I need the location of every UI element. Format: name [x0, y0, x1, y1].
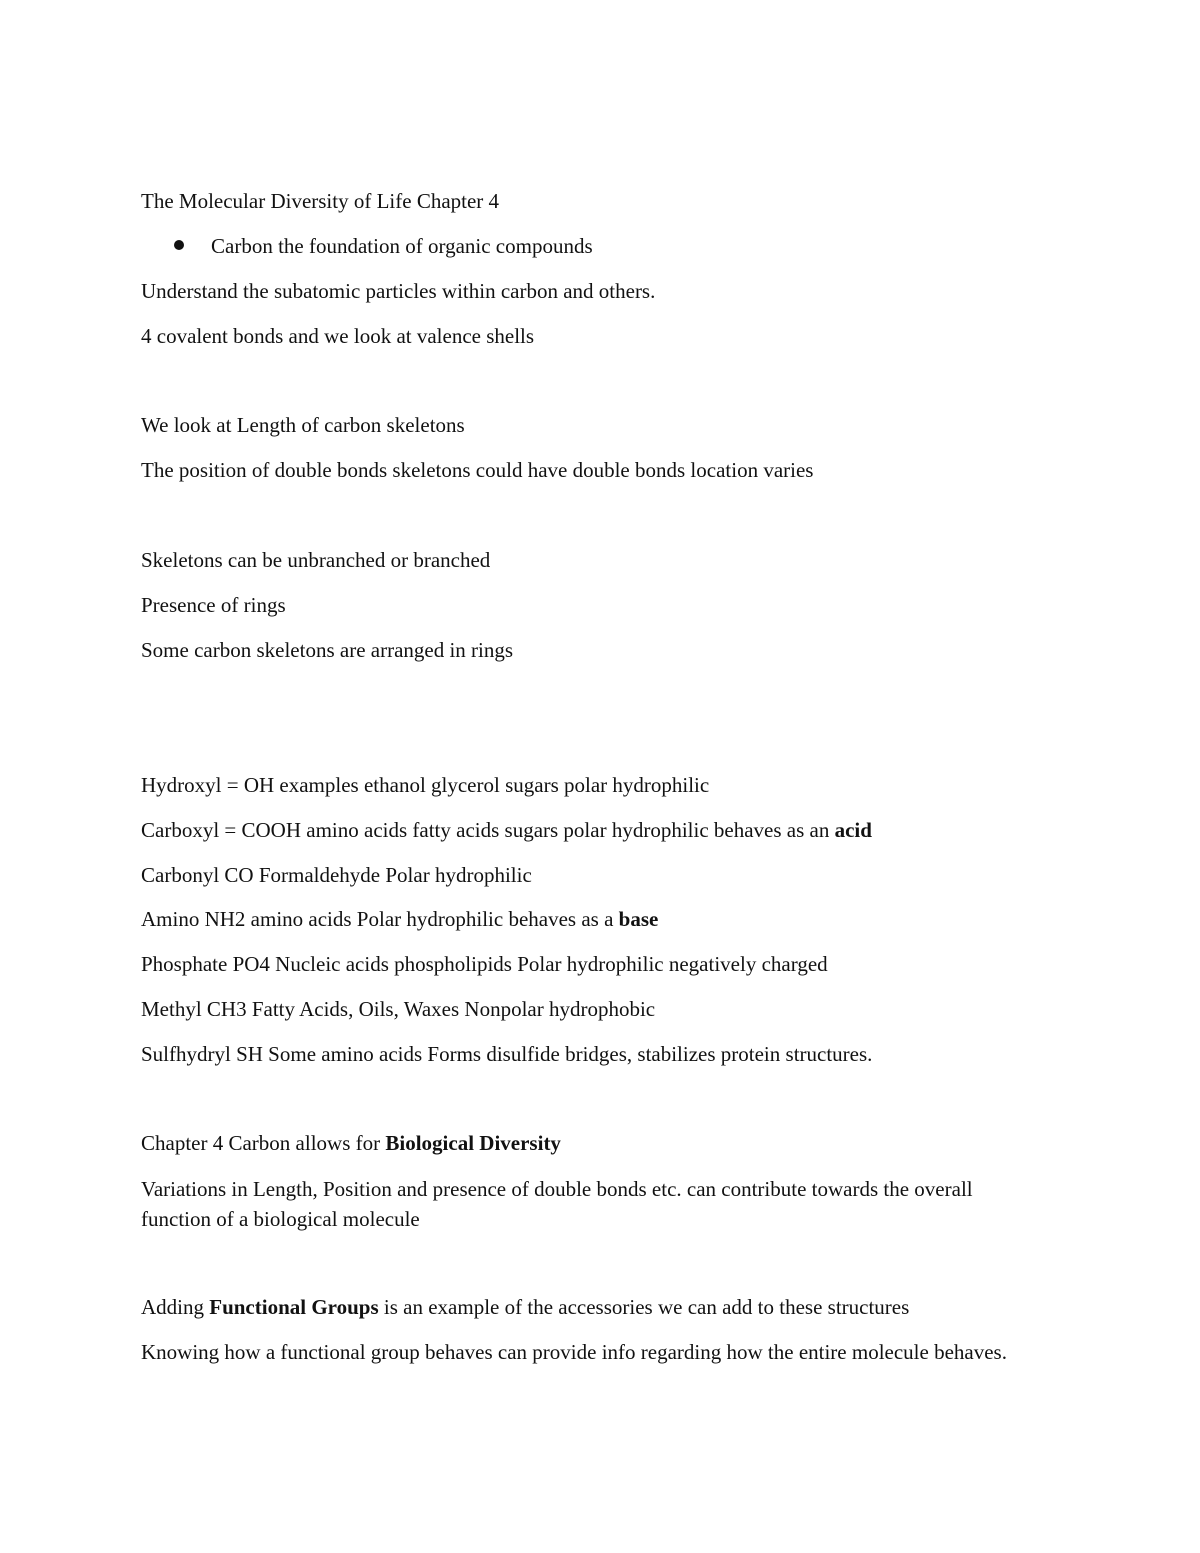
- document-title: The Molecular Diversity of Life Chapter 4: [141, 189, 500, 213]
- paragraph-diversity: [141, 1128, 1041, 1158]
- group-carboxyl-bold: acid: [834, 818, 872, 842]
- paragraph-position: The position of double bonds skeletons could have double bonds location varies: [141, 458, 814, 482]
- paragraph-branched: Skeletons can be unbranched or branched: [141, 548, 491, 572]
- paragraph-arranged-rings: Some carbon skeletons are arranged in rings: [141, 638, 514, 662]
- bullet-item: Carbon the foundation of organic compounds: [211, 234, 593, 258]
- group-hydroxyl: Hydroxyl = OH examples ethanol glycerol sugars polar hydrophilic: [141, 773, 710, 797]
- group-amino: [141, 904, 1041, 934]
- group-carbonyl: Carbonyl CO Formaldehyde Polar hydrophilic: [141, 863, 532, 887]
- group-amino-bold: base: [618, 907, 659, 931]
- paragraph-rings: Presence of rings: [141, 593, 286, 617]
- paragraph-adding-bold: Functional Groups: [209, 1295, 379, 1319]
- paragraph-adding-post: is an example of the accessories we can add to these structures: [378, 1295, 910, 1319]
- group-carboxyl-text: Carboxyl = COOH amino acids fatty acids sugars polar hydrophilic behaves as an: [141, 818, 835, 842]
- paragraph-adding: [141, 1292, 1041, 1322]
- paragraph-diversity-bold: Biological Diversity: [385, 1131, 561, 1155]
- paragraph-adding-pre: Adding: [141, 1295, 210, 1319]
- group-carboxyl: [141, 815, 1041, 845]
- paragraph-covalent: 4 covalent bonds and we look at valence shells: [141, 324, 535, 348]
- bullet-icon: [174, 240, 184, 250]
- paragraph-subatomic: Understand the subatomic particles within carbon and others.: [141, 279, 656, 303]
- paragraph-diversity-text: Chapter 4 Carbon allows for: [141, 1131, 386, 1155]
- paragraph-knowing: Knowing how a functional group behaves can provide info regarding how the entire molecule behaves.: [141, 1340, 1007, 1364]
- paragraph-variations: Variations in Length, Position and presence of double bonds etc. can contribute towards the overall function of a biological molecule: [141, 1177, 973, 1231]
- group-sulfhydryl: Sulfhydryl SH Some amino acids Forms disulfide bridges, stabilizes protein structures.: [141, 1042, 873, 1066]
- paragraph-length: We look at Length of carbon skeletons: [141, 413, 465, 437]
- group-methyl: Methyl CH3 Fatty Acids, Oils, Waxes Nonpolar hydrophobic: [141, 997, 656, 1021]
- group-amino-text: Amino NH2 amino acids Polar hydrophilic behaves as a: [141, 907, 619, 931]
- group-phosphate: Phosphate PO4 Nucleic acids phospholipids Polar hydrophilic negatively charged: [141, 952, 828, 976]
